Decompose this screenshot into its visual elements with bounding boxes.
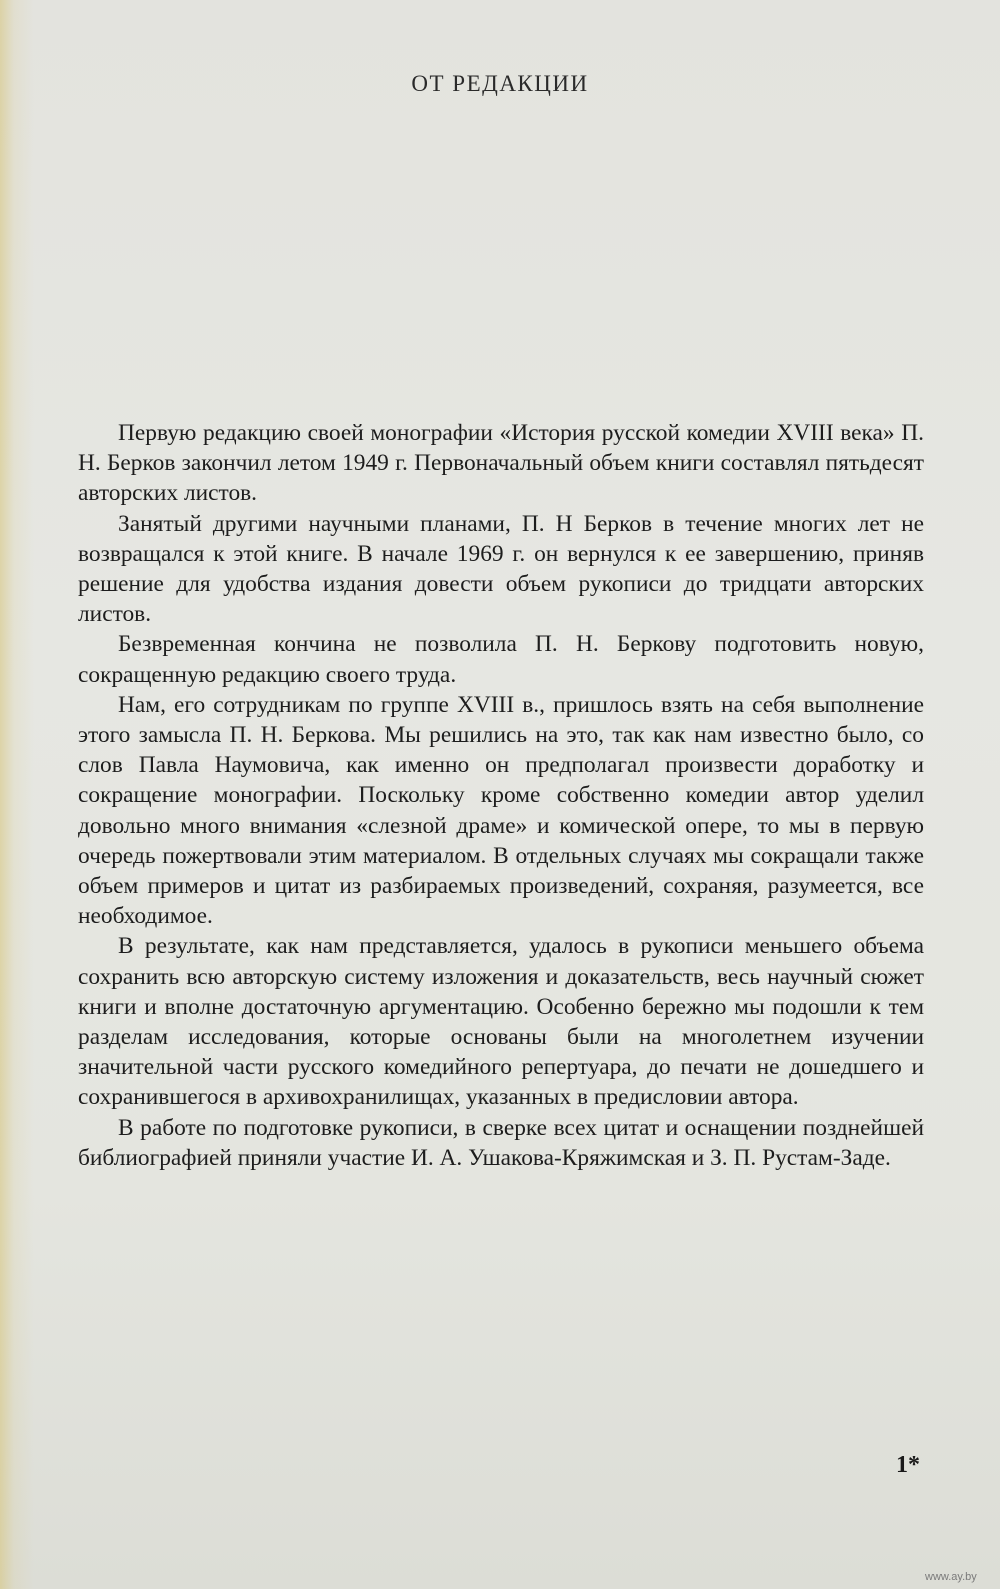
paragraph-3: Безвременная кончина не позволила П. Н. Беркову подготовить новую, сокращенную редакцию своего труда. [78, 631, 924, 688]
paragraph-6: В работе по подготовке рукописи, в сверке всех цитат и оснащении позднейшей библиографией приняли участие И. А. Ушакова-Кряжимская и З. П. Рустам-Заде. [78, 1114, 924, 1171]
paragraph-2: Занятый другими научными планами, П. Н Берков в течение многих лет не возвращался к этой книге. В начале 1969 г. он вернулся к ее завершению, приняв решение для удобства издания довести объем рукописи до тридцати авторских листов. [78, 510, 924, 628]
paragraph-5: В результате, как нам представляется, удалось в рукописи меньшего объема сохранить всю авторскую систему изложения и доказательств, весь научный сюжет книги и вполне достаточную аргументацию. Особенно бережно мы подошли к тем разделам исследования, которые основаны были на многолетнем изучении значительной части русского комедийного репертуара, до печати не дошедшего и сохранившегося в архивохранилищах, указанных в предисловии автора. [78, 933, 924, 1111]
body-text [78, 418, 924, 1173]
page-number: 1* [896, 1452, 920, 1478]
page-title: ОТ РЕДАКЦИИ [411, 71, 589, 96]
paragraph-4: Нам, его сотрудникам по группе XVIII в., пришлось взять на себя выполнение этого замысла П. Н. Беркова. Мы решились на это, так как нам известно было, со слов Павла Наумовича, как именно он предполагал произвести доработку и сокращение монографии. Поскольку кроме собственно комедии автор уделил довольно много внимания «слезной драме» и комической опере, то мы в первую очередь пожертвовали этим материалом. В отдельных случаях мы сокращали также объем примеров и цитат из разбираемых произведений, сохраняя, разумеется, все необходимое. [78, 691, 924, 930]
watermark: www.ay.by [925, 1571, 977, 1583]
paragraph-1: Первую редакцию своей монографии «История русской комедии XVIII века» П. Н. Берков закончил летом 1949 г. Первоначальный объем книги составлял пятьдесят авторских листов. [78, 420, 924, 507]
